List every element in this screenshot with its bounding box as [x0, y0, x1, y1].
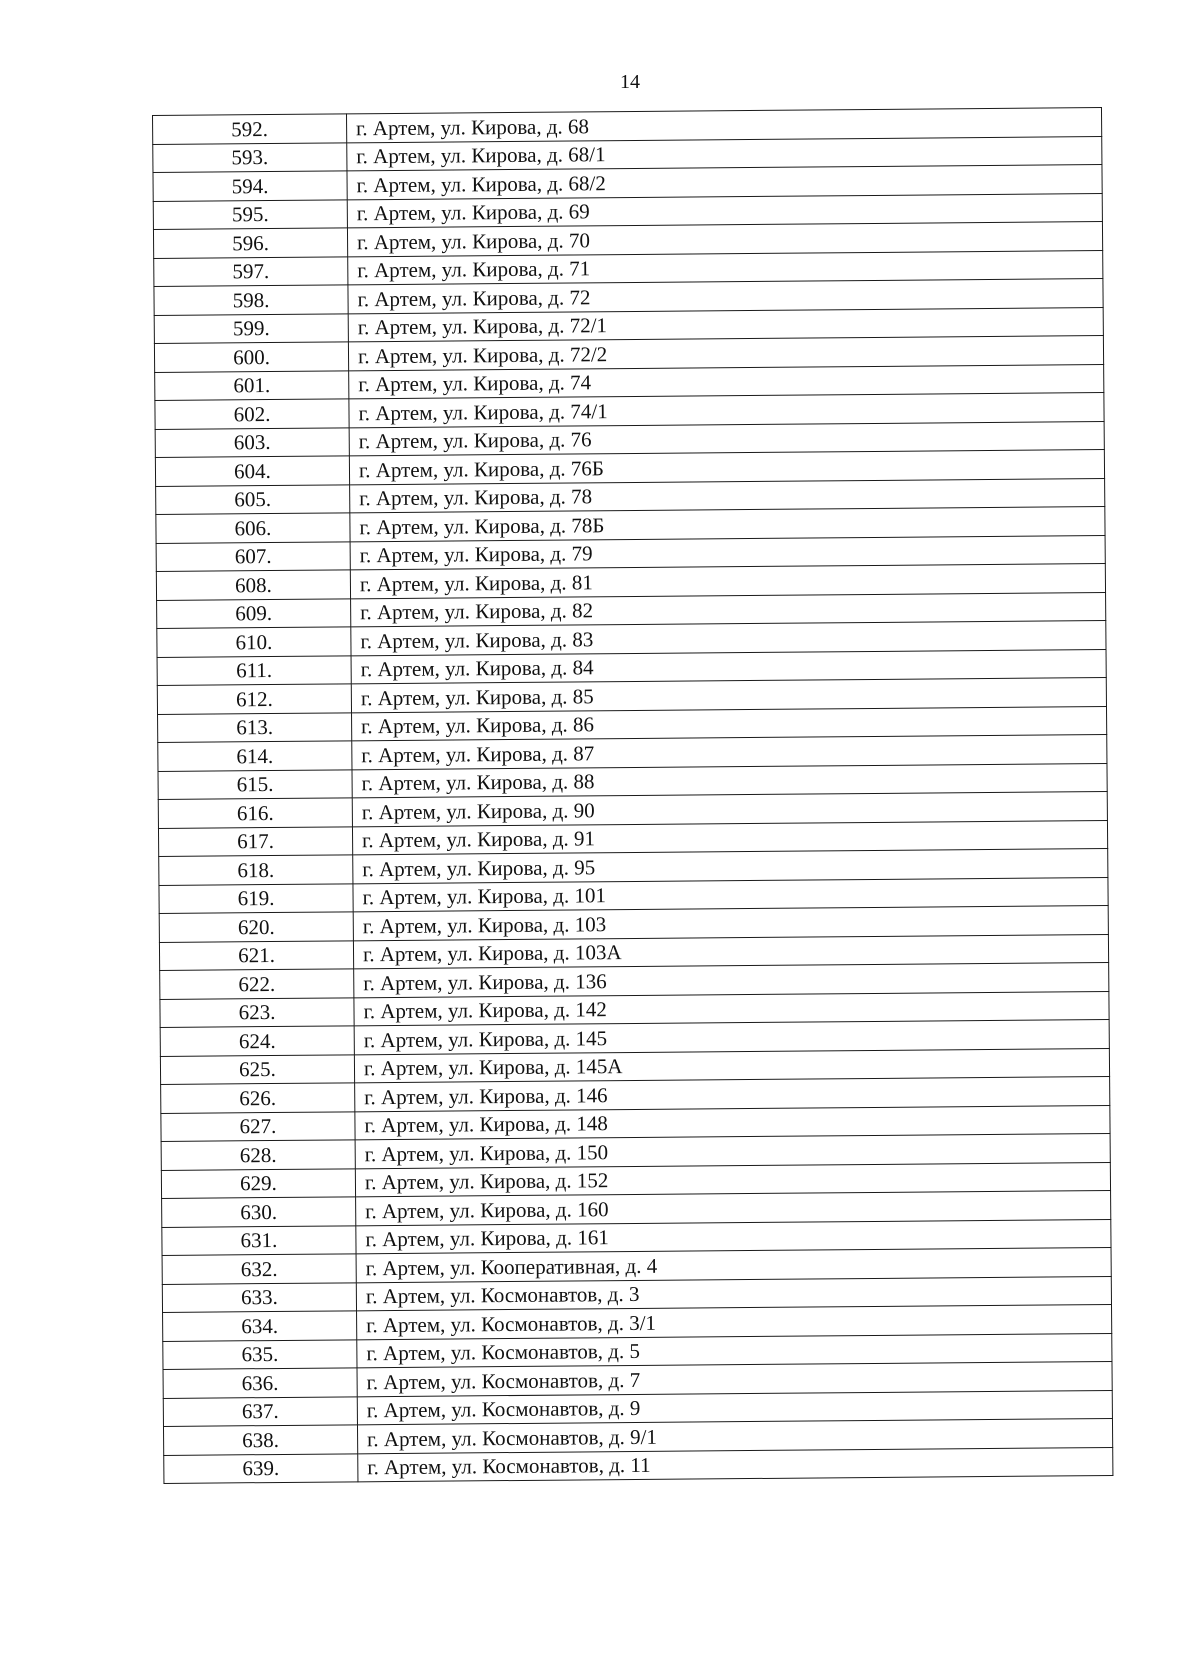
- address-cell: г. Артем, ул. Кирова, д. 79: [350, 535, 1105, 570]
- address-cell: г. Артем, ул. Кирова, д. 84: [351, 649, 1106, 684]
- address-cell: г. Артем, ул. Кирова, д. 83: [351, 621, 1106, 656]
- row-number-cell: 615.: [158, 769, 352, 799]
- row-number-cell: 592.: [153, 114, 347, 144]
- row-number-cell: 600.: [154, 342, 348, 372]
- row-number-cell: 619.: [159, 883, 353, 913]
- row-number-cell: 604.: [155, 456, 349, 486]
- address-cell: г. Артем, ул. Кирова, д. 85: [351, 678, 1106, 713]
- address-cell: г. Артем, ул. Кирова, д. 148: [355, 1105, 1110, 1140]
- address-cell: г. Артем, ул. Космонавтов, д. 5: [357, 1333, 1112, 1368]
- address-cell: г. Артем, ул. Кирова, д. 87: [352, 735, 1107, 770]
- row-number-cell: 611.: [157, 655, 351, 685]
- row-number-cell: 635.: [163, 1339, 357, 1369]
- address-cell: г. Артем, ул. Кирова, д. 72/1: [348, 307, 1103, 342]
- row-number-cell: 637.: [163, 1396, 357, 1426]
- row-number-cell: 629.: [161, 1168, 355, 1198]
- address-cell: г. Артем, ул. Космонавтов, д. 3: [356, 1276, 1111, 1311]
- row-number-cell: 607.: [156, 541, 350, 571]
- address-cell: г. Артем, ул. Кирова, д. 152: [355, 1162, 1110, 1197]
- address-table: [152, 107, 1113, 1484]
- row-number-cell: 618.: [159, 855, 353, 885]
- row-number-cell: 610.: [157, 627, 351, 657]
- row-number-cell: 613.: [158, 712, 352, 742]
- row-number-cell: 633.: [162, 1282, 356, 1312]
- row-number-cell: 628.: [161, 1140, 355, 1170]
- address-cell: г. Артем, ул. Кирова, д. 74/1: [349, 393, 1104, 428]
- address-cell: г. Артем, ул. Кирова, д. 68/2: [347, 165, 1102, 200]
- row-number-cell: 598.: [154, 285, 348, 315]
- row-number-cell: 620.: [159, 912, 353, 942]
- address-cell: г. Артем, ул. Кирова, д. 88: [352, 763, 1107, 798]
- row-number-cell: 608.: [156, 570, 350, 600]
- address-cell: г. Артем, ул. Кирова, д. 78Б: [350, 507, 1105, 542]
- address-cell: г. Артем, ул. Кирова, д. 74: [349, 364, 1104, 399]
- address-cell: г. Артем, ул. Кирова, д. 101: [353, 877, 1108, 912]
- address-cell: г. Артем, ул. Кирова, д. 150: [355, 1134, 1110, 1169]
- row-number-cell: 605.: [156, 484, 350, 514]
- row-number-cell: 597.: [154, 256, 348, 286]
- address-cell: г. Артем, ул. Космонавтов, д. 9/1: [357, 1418, 1112, 1453]
- row-number-cell: 614.: [158, 741, 352, 771]
- row-number-cell: 596.: [153, 228, 347, 258]
- address-cell: г. Артем, ул. Кирова, д. 81: [350, 564, 1105, 599]
- address-cell: г. Артем, ул. Кирова, д. 103А: [353, 934, 1108, 969]
- address-cell: г. Артем, ул. Кирова, д. 70: [347, 222, 1102, 257]
- address-cell: г. Артем, ул. Кирова, д. 82: [351, 592, 1106, 627]
- page-number: 14: [620, 71, 640, 93]
- row-number-cell: 627.: [161, 1111, 355, 1141]
- row-number-cell: 621.: [159, 940, 353, 970]
- address-cell: г. Артем, ул. Кирова, д. 161: [356, 1219, 1111, 1254]
- row-number-cell: 636.: [163, 1368, 357, 1398]
- address-cell: г. Артем, ул. Кирова, д. 90: [352, 792, 1107, 827]
- row-number-cell: 612.: [157, 684, 351, 714]
- address-cell: г. Артем, ул. Кирова, д. 76Б: [349, 450, 1104, 485]
- address-table-container: [152, 107, 1113, 1484]
- row-number-cell: 602.: [155, 399, 349, 429]
- row-number-cell: 617.: [158, 826, 352, 856]
- row-number-cell: 634.: [163, 1311, 357, 1341]
- address-cell: г. Артем, ул. Кирова, д. 145А: [354, 1048, 1109, 1083]
- address-cell: г. Артем, ул. Кирова, д. 72/2: [348, 336, 1103, 371]
- row-number-cell: 632.: [162, 1254, 356, 1284]
- row-number-cell: 622.: [160, 969, 354, 999]
- address-cell: г. Артем, ул. Кирова, д. 142: [354, 991, 1109, 1026]
- address-cell: г. Артем, ул. Кирова, д. 146: [355, 1077, 1110, 1112]
- row-number-cell: 630.: [162, 1197, 356, 1227]
- row-number-cell: 599.: [154, 313, 348, 343]
- address-cell: г. Артем, ул. Космонавтов, д. 9: [357, 1390, 1112, 1425]
- row-number-cell: 603.: [155, 427, 349, 457]
- row-number-cell: 631.: [162, 1225, 356, 1255]
- row-number-cell: 626.: [161, 1083, 355, 1113]
- address-cell: г. Артем, ул. Кирова, д. 91: [352, 820, 1107, 855]
- row-number-cell: 594.: [153, 171, 347, 201]
- address-table-body: [153, 108, 1113, 1484]
- row-number-cell: 606.: [156, 513, 350, 543]
- address-cell: г. Артем, ул. Кирова, д. 72: [348, 279, 1103, 314]
- address-cell: г. Артем, ул. Кооперативная, д. 4: [356, 1248, 1111, 1283]
- row-number-cell: 609.: [157, 598, 351, 628]
- address-cell: г. Артем, ул. Кирова, д. 160: [356, 1191, 1111, 1226]
- row-number-cell: 623.: [160, 997, 354, 1027]
- address-cell: г. Артем, ул. Кирова, д. 76: [349, 421, 1104, 456]
- address-cell: г. Артем, ул. Космонавтов, д. 11: [358, 1447, 1113, 1482]
- address-cell: г. Артем, ул. Космонавтов, д. 7: [357, 1362, 1112, 1397]
- address-cell: г. Артем, ул. Кирова, д. 103: [353, 906, 1108, 941]
- row-number-cell: 638.: [163, 1425, 357, 1455]
- address-cell: г. Артем, ул. Кирова, д. 78: [350, 478, 1105, 513]
- address-cell: г. Артем, ул. Кирова, д. 95: [353, 849, 1108, 884]
- row-number-cell: 639.: [164, 1453, 358, 1483]
- row-number-cell: 593.: [153, 142, 347, 172]
- address-cell: г. Артем, ул. Кирова, д. 69: [347, 193, 1102, 228]
- address-cell: г. Артем, ул. Кирова, д. 68: [346, 108, 1101, 143]
- row-number-cell: 595.: [153, 199, 347, 229]
- address-cell: г. Артем, ул. Кирова, д. 145: [354, 1020, 1109, 1055]
- address-cell: г. Артем, ул. Кирова, д. 68/1: [347, 136, 1102, 171]
- row-number-cell: 624.: [160, 1026, 354, 1056]
- address-cell: г. Артем, ул. Космонавтов, д. 3/1: [357, 1305, 1112, 1340]
- row-number-cell: 625.: [160, 1054, 354, 1084]
- address-cell: г. Артем, ул. Кирова, д. 136: [354, 963, 1109, 998]
- row-number-cell: 601.: [155, 370, 349, 400]
- address-cell: г. Артем, ул. Кирова, д. 71: [348, 250, 1103, 285]
- address-cell: г. Артем, ул. Кирова, д. 86: [352, 706, 1107, 741]
- row-number-cell: 616.: [158, 798, 352, 828]
